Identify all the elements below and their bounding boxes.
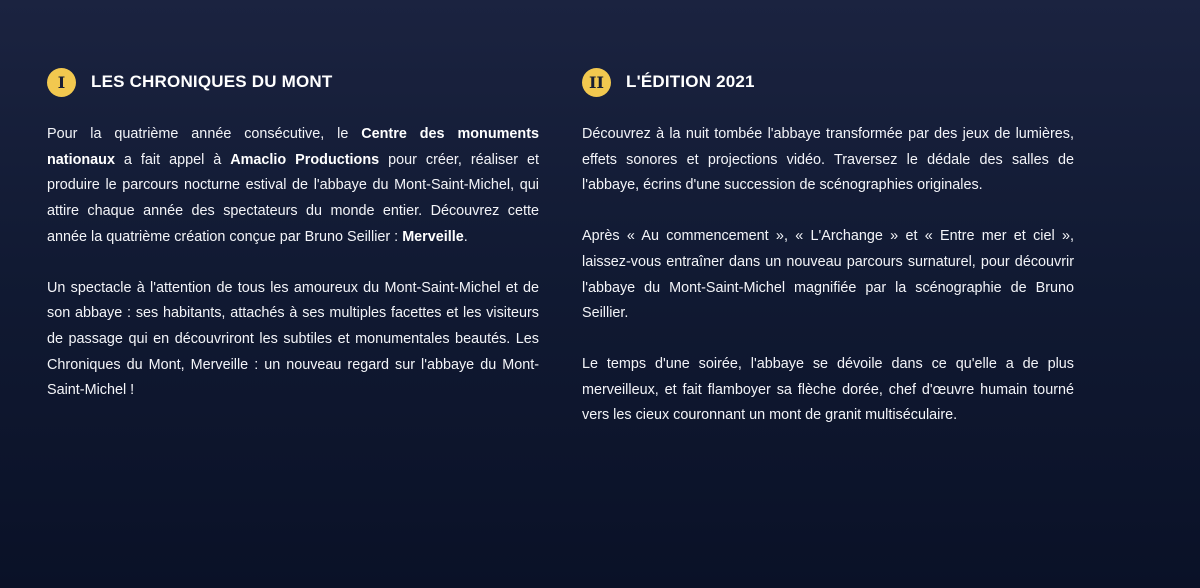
bold-text: Merveille (402, 228, 464, 245)
paragraph: Découvrez à la nuit tombée l'abbaye transformée par des jeux de lumières, effets sonores et projections vidéo. Traversez le dédale des salles de l'abbaye, écrins d'une succession de scénographies originales. (582, 126, 1074, 194)
paragraph: Le temps d'une soirée, l'abbaye se dévoile dans ce qu'elle a de plus merveilleux, et fait flamboyer sa flèche dorée, chef d'œuvre humain tourné vers les cieux couronnant un mont de granit multiséculaire. (582, 355, 1074, 424)
section-title: L'ÉDITION 2021 (626, 72, 755, 91)
section-header (47, 66, 539, 98)
paragraph: Un spectacle à l'attention de tous les amoureux du Mont-Saint-Michel et de son abbaye : ses habitants, attachés à ses multiples facettes et les visiteurs de passage qui en découvriront les subtiles et monumentales beautés. Les Chroniques du Mont, Merveille : un nouveau regard sur l'abbaye du Mont-Saint-Michel ! (47, 279, 539, 399)
numeral-badge: I (47, 68, 76, 97)
section-title: LES CHRONIQUES DU MONT (91, 72, 333, 91)
paragraph-text: Pour la quatrième année consécutive, le (47, 126, 362, 142)
paragraph-text: . (463, 228, 468, 245)
section-header (582, 66, 1074, 98)
paragraph-text: a fait appel à (114, 151, 231, 168)
numeral-badge: II (582, 68, 611, 97)
section-edition-2021 (582, 66, 1074, 454)
bold-text: Amaclio Productions (230, 151, 380, 168)
paragraph (47, 122, 539, 251)
paragraph: Après « Au commencement », « L'Archange » et « Entre mer et ciel », laissez-vous entraîner dans un nouveau parcours surnaturel, pour découvrir l'abbaye du Mont-Saint-Michel magnifiée par la scénographie de Bruno Seillier. (582, 228, 1074, 322)
section-chroniques (47, 66, 539, 429)
bold-text: Centre des monuments nationaux (47, 126, 539, 168)
paragraph-text: pour créer, réaliser et produire le parcours nocturne estival de l'abbaye du Mont-Saint-Michel, qui attire chaque année des spectateurs du monde entier. Découvrez cette année la quatrième création conçue par Bruno Seillier : (47, 151, 539, 245)
